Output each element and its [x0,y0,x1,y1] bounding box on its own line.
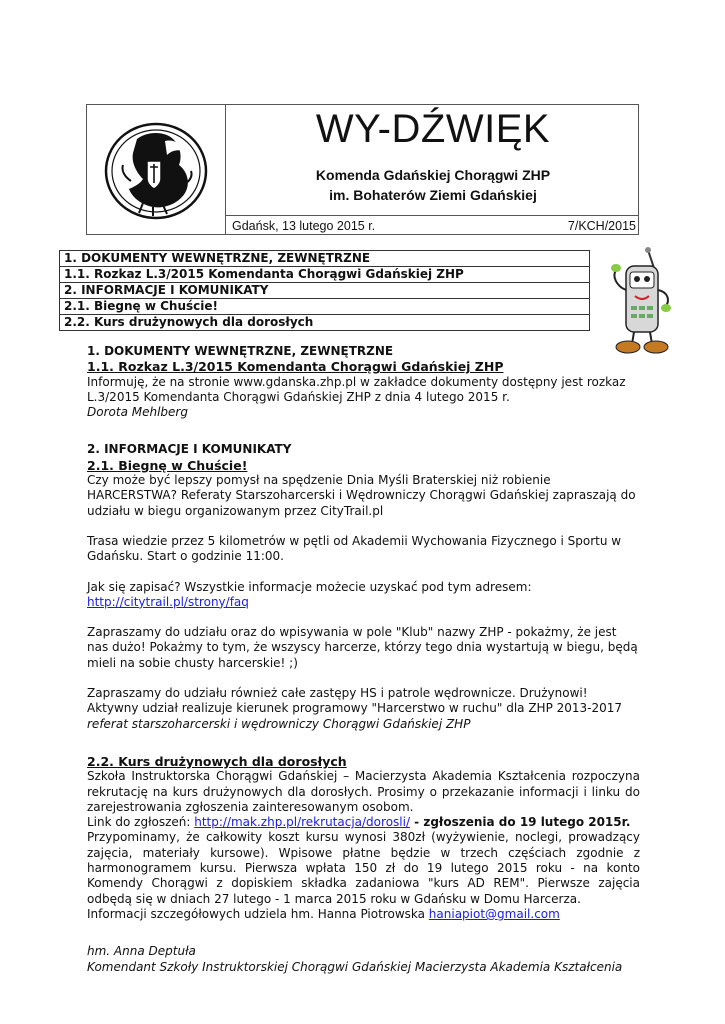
organization-name: Komenda Gdańskiej Chorągwi ZHP [315,167,551,183]
registration-line [87,815,640,830]
section-1-heading: 1. DOKUMENTY WEWNĘTRZNE, ZEWNĘTRZNE [87,344,394,358]
table-of-contents [59,250,590,331]
logo-cell [87,105,226,234]
toc-item[interactable]: 2. INFORMACJE I KOMUNIKATY [60,283,590,299]
section-1-1-heading: 1.1. Rozkaz L.3/2015 Komendanta Chorągwi Gdańskiej ZHP [87,359,504,375]
author-signature: Dorota Mehlberg [87,405,188,420]
phone-mascot-icon [608,246,674,356]
author-signature: hm. Anna Deptuła [87,944,196,959]
newsletter-title: WY-DŹWIĘK [315,107,551,151]
date-line [226,215,638,235]
paragraph: Szkoła Instruktorska Chorągwi Gdańskiej – Macierzysta Akademia Kształcenia rozpoczyna rekrutację na kurs drużynowych dla dorosłych. Prosimy o przekazanie informacji i linku do zarejestrowania zgłoszenia zainteresowanym osobom. [87,769,640,814]
paragraph: Czy może być lepszy pomysł na spędzenie Dnia Myśli Braterskiej niż robienie HARCERSTWA? Referaty Starszoharcerski i Wędrowniczy Chorągwi Gdańskiej zapraszają do udziału w biegu organizowanym przez CityTrail.pl [87,473,636,518]
link-label: Link do zgłoszeń: [87,815,195,830]
contact-text: Informacji szczegółowych udziela hm. Hanna Piotrowska [87,906,429,921]
griffin-emblem-icon [103,121,209,221]
deadline-text: - zgłoszenia do 19 lutego 2015r. [410,815,631,830]
paragraph: Trasa wiedzie przez 5 kilometrów w pętli od Akademii Wychowania Fizycznego i Sportu w Gdańsku. Start o godzinie 11:00. [87,533,622,564]
issue-date: Gdańsk, 13 lutego 2015 r. [232,219,376,233]
section-2-1-heading: 2.1. Biegnę w Chuście! [87,457,248,473]
author-title: Komendant Szkoły Instruktorskiej Chorągwi Gdańskiej Macierzysta Akademia Kształcenia [87,959,623,974]
document-body [87,344,640,975]
section-2-heading: 2. INFORMACJE I KOMUNIKATY [87,442,292,457]
paragraph: Informuję, że na stronie www.gdanska.zhp.pl w zakładce dokumenty dostępny jest rozkaz L.3/2015 Komendanta Chorągwi Gdańskiej ZHP z dnia 4 lutego 2015 r. [87,374,626,404]
section-2-2-heading: 2.2. Kurs drużynowych dla dorosłych [87,753,347,769]
toc-item[interactable]: 2.1. Biegnę w Chuście! [60,299,590,315]
author-signature: referat starszoharcerski i wędrowniczy Chorągwi Gdańskiej ZHP [87,716,471,731]
toc-item[interactable]: 1. DOKUMENTY WEWNĘTRZNE, ZEWNĘTRZNE [60,251,590,267]
toc-item[interactable]: 2.2. Kurs drużynowych dla dorosłych [60,315,590,331]
contact-line [87,907,640,922]
issue-number: 7/KCH/2015 [567,219,636,233]
paragraph: Zapraszamy do udziału oraz do wpisywania w pole "Klub" nazwy ZHP - pokażmy, że jest nas dużo! Pokażmy to tym, że wszyscy harcerze, którzy tego dnia wystartują w biegu, będą mieli na sobie chusty harcerskie! ;) [87,625,638,670]
citytrail-faq-link[interactable]: http://citytrail.pl/strony/faq [87,594,249,609]
email-link[interactable]: haniapiot@gmail.com [428,906,560,921]
header-box [86,104,639,235]
paragraph: Przypominamy, że całkowity koszt kursu wynosi 380zł (wyżywienie, noclegi, prowadzący zajęcia, materiały kursowe). Wpisowe płatne będzie w trzech częściach zgodnie z harmonogramem kursu. Pierwsza wpłata 150 zł do 19 lutego 2015 roku - na konto Komendy Chorągwi z dopiskiem składka zadaniowa "kurs AD REM". Pierwsze zajęcia odbędą się w dniach 27 lutego - 1 marca 2015 roku w Gdańsku w Domu Harcerza. [87,830,640,906]
registration-link[interactable]: http://mak.zhp.pl/rekrutacja/dorosli/ [194,815,410,830]
paragraph: Jak się zapisać? Wszystkie informacje możecie uzyskać pod tym adresem: [87,579,532,594]
paragraph: Zapraszamy do udziału również całe zastępy HS i patrole wędrownicze. Drużynowi! Aktywny udział realizuje kierunek programowy "Harcerstwo w ruchu" dla ZHP 2013-2017 [87,686,623,716]
toc-item[interactable]: 1.1. Rozkaz L.3/2015 Komendanta Chorągwi Gdańskiej ZHP [60,267,590,283]
organization-patron: im. Bohaterów Ziemi Gdańskiej [329,187,537,203]
